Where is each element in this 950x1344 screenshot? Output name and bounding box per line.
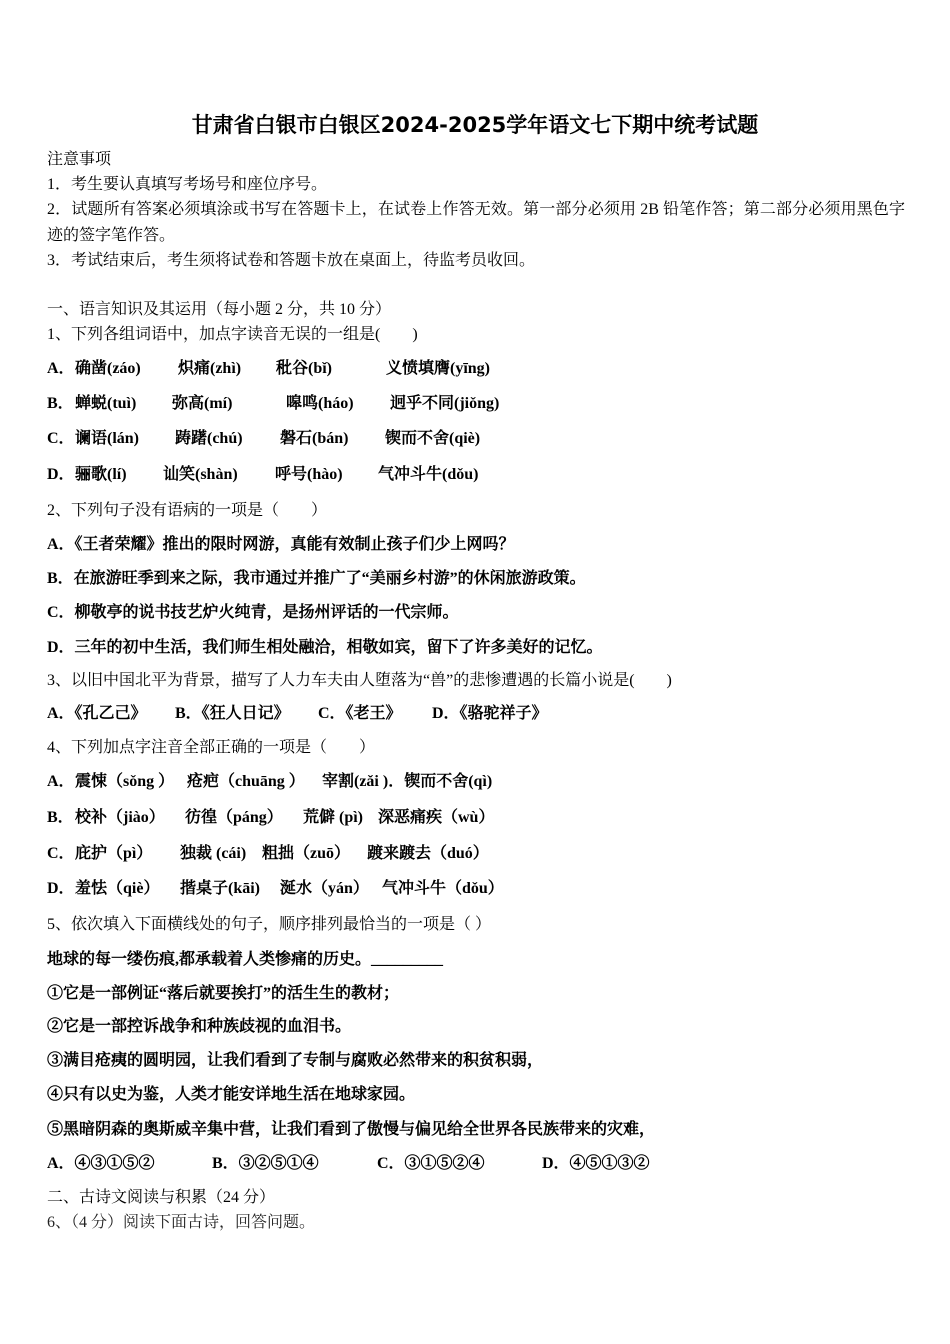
- question-1-option-d: [0, 465, 950, 485]
- option-word: 迥乎不同(jiǒng): [390, 395, 500, 412]
- question-5-passage: 地球的每一缕伤痕,都承载着人类惨痛的历史。_________: [47, 951, 444, 968]
- notice-item-2: 2．试题所有答案必须填涂或书写在答题卡上，在试卷上作答无效。第一部分必须用 2B 铅笔作答；第二部分必须用黑色字迹的签字笔作答。: [47, 201, 905, 244]
- question-3-stem: 3、以旧中国北平为背景，描写了人力车夫由人堕落为“兽”的悲惨遭遇的长篇小说是( ): [47, 672, 672, 689]
- option-word: 涎水（yán）: [280, 880, 369, 897]
- question-2-option-c: C．柳敬亭的说书技艺炉火纯青，是扬州评话的一代宗师。: [47, 604, 459, 621]
- question-5-option-c: C．③①⑤②④: [377, 1155, 485, 1172]
- option-letter: D．: [47, 880, 75, 897]
- question-4-option-a: [0, 772, 950, 792]
- section-2-heading: 二、古诗文阅读与积累（24 分）: [47, 1189, 276, 1206]
- question-3-option-b: B．《狂人日记》: [175, 705, 290, 722]
- option-word: 疮疤（chuāng ）: [187, 773, 305, 790]
- question-3-option-d: D．《骆驼祥子》: [432, 705, 548, 722]
- option-letter: C．: [47, 845, 75, 862]
- option-word: 粗拙（zuō）: [262, 845, 351, 862]
- option-word: 震悚（sǒng ）: [75, 773, 175, 790]
- option-word: 弥高(mí): [172, 395, 233, 412]
- notice-item-1: 1．考生要认真填写考场号和座位序号。: [47, 176, 328, 193]
- option-word: 揩桌子(kāi): [180, 880, 261, 897]
- option-word: 校补（jiào）: [75, 809, 165, 826]
- option-letter: B．: [47, 395, 74, 412]
- option-word: 呼号(hào): [275, 466, 343, 483]
- question-5-option-a: A．④③①⑤②: [47, 1155, 155, 1172]
- option-word: 羞怯（qiè）: [75, 880, 160, 897]
- question-5-option-b: B．③②⑤①④: [212, 1155, 319, 1172]
- question-3-options: [0, 704, 950, 724]
- question-5-sentence-5: ⑤黑暗阴森的奥斯威辛集中营，让我们看到了傲慢与偏见给全世界各民族带来的灾难，: [47, 1121, 656, 1138]
- question-5-sentence-4: ④只有以史为鉴，人类才能安详地生活在地球家园。: [47, 1086, 416, 1103]
- question-1-stem: 1、下列各组词语中，加点字读音无误的一组是( ): [47, 326, 418, 343]
- option-word: 独裁 (cái): [180, 845, 247, 862]
- option-word: 骊歌(lí): [75, 466, 127, 483]
- question-1-option-a: [0, 359, 950, 379]
- option-word: 踌躇(chú): [175, 430, 243, 447]
- option-word: 深恶痛疾（wù）: [378, 809, 495, 826]
- option-word: 气冲斗牛（dǒu）: [382, 880, 504, 897]
- section-1-heading: 一、语言知识及其运用（每小题 2 分，共 10 分）: [47, 301, 392, 318]
- option-word: 秕谷(bǐ): [276, 360, 333, 377]
- option-word: 宰割(zǎi )．锲而不舍(qì): [322, 773, 493, 790]
- question-5-sentence-1: ①它是一部例证“落后就要挨打”的活生生的教材；: [47, 985, 400, 1002]
- question-3-option-a: A．《孔乙己》: [47, 705, 147, 722]
- option-word: 庇护（pì）: [75, 845, 153, 862]
- question-1-option-b: [0, 394, 950, 414]
- option-word: 确凿(záo): [75, 360, 141, 377]
- option-letter: A．: [47, 360, 75, 377]
- option-word: 磐石(bán): [280, 430, 349, 447]
- question-5-stem: 5、依次填入下面横线处的句子，顺序排列最恰当的一项是（ ）: [47, 916, 492, 933]
- option-word: 踱来踱去（duó）: [367, 845, 489, 862]
- question-2-option-b: B．在旅游旺季到来之际，我市通过并推广了“美丽乡村游”的休闲旅游政策。: [47, 570, 586, 587]
- question-5-sentence-3: ③满目疮痍的圆明园，让我们看到了专制与腐败必然带来的积贫积弱，: [47, 1052, 544, 1069]
- notice-item-3: 3．考试结束后，考生须将试卷和答题卡放在桌面上，待监考员收回。: [47, 252, 536, 269]
- question-5-sentence-2: ②它是一部控诉战争和种族歧视的血泪书。: [47, 1018, 352, 1035]
- question-2-option-d: D．三年的初中生活，我们师生相处融洽，相敬如宾，留下了许多美好的记忆。: [47, 639, 603, 656]
- question-4-option-c: [0, 844, 950, 864]
- question-5-option-d: D．④⑤①③②: [542, 1155, 650, 1172]
- option-word: 谰语(lán): [75, 430, 140, 447]
- option-word: 蝉蜕(tuì): [75, 395, 137, 412]
- option-word: 义愤填膺(yīng): [386, 360, 491, 377]
- question-1-option-c: [0, 429, 950, 449]
- option-word: 荒僻 (pì): [303, 809, 364, 826]
- option-word: 气冲斗牛(dǒu): [378, 466, 479, 483]
- option-letter: D．: [47, 466, 75, 483]
- option-letter: B．: [47, 809, 74, 826]
- question-4-option-d: [0, 879, 950, 899]
- question-6-stem: 6、（4 分）阅读下面古诗，回答问题。: [47, 1214, 316, 1231]
- option-word: 锲而不舍(qiè): [385, 430, 481, 447]
- option-word: 彷徨（páng）: [185, 809, 283, 826]
- option-word: 嗥鸣(háo): [286, 395, 354, 412]
- question-5-options: [0, 1154, 950, 1174]
- option-word: 讪笑(shàn): [163, 466, 238, 483]
- option-word: 炽痛(zhì): [178, 360, 242, 377]
- option-letter: C．: [47, 430, 75, 447]
- option-letter: A．: [47, 773, 75, 790]
- question-4-stem: 4、下列加点字注音全部正确的一项是（ ）: [47, 739, 376, 756]
- question-4-option-b: [0, 808, 950, 828]
- question-2-stem: 2、下列句子没有语病的一项是（ ）: [47, 502, 328, 519]
- page-title: 甘肃省白银市白银区2024-2025学年语文七下期中统考试题: [191, 113, 759, 137]
- question-2-option-a: A．《王者荣耀》推出的限时网游，真能有效制止孩子们少上网吗？: [47, 536, 515, 553]
- notice-heading: 注意事项: [47, 151, 112, 168]
- question-3-option-c: C．《老王》: [318, 705, 402, 722]
